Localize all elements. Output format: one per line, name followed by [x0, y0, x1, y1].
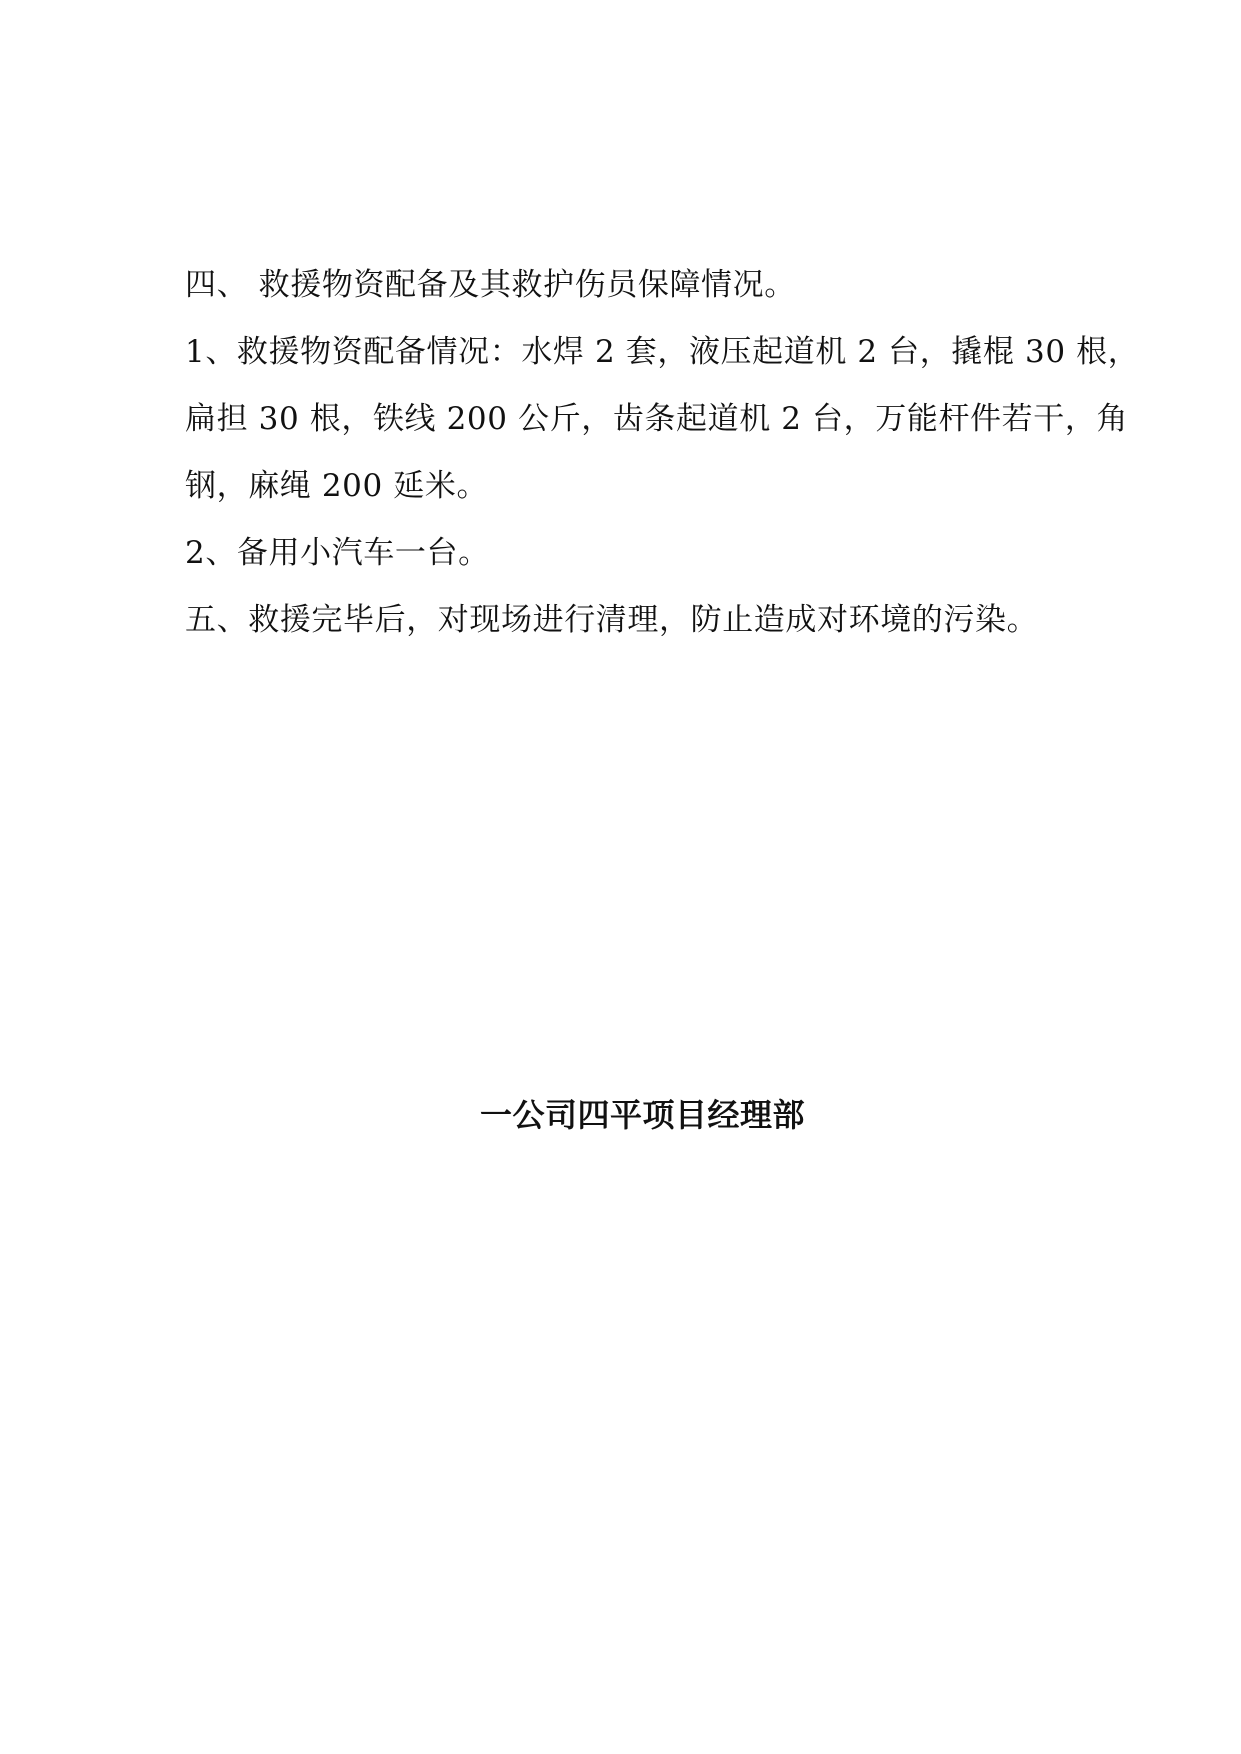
document-body — [185, 252, 1140, 654]
section-four-heading: 四、 救援物资配备及其救护伤员保障情况。 — [185, 267, 796, 303]
item-two: 2、备用小汽车一台。 — [185, 535, 490, 571]
signature-line: 一公司四平项目经理部 — [480, 1096, 806, 1134]
item-one-line-1: 1、救援物资配备情况：水焊 2 套，液压起道机 2 台，撬棍 30 根， — [185, 334, 1140, 370]
item-one-line-2: 扁担 30 根，铁线 200 公斤，齿条起道机 2 台，万能杆件若干，角 — [185, 401, 1129, 437]
section-five: 五、救援完毕后，对现场进行清理，防止造成对环境的污染。 — [185, 602, 1039, 638]
item-one-line-3: 钢，麻绳 200 延米。 — [185, 468, 489, 504]
